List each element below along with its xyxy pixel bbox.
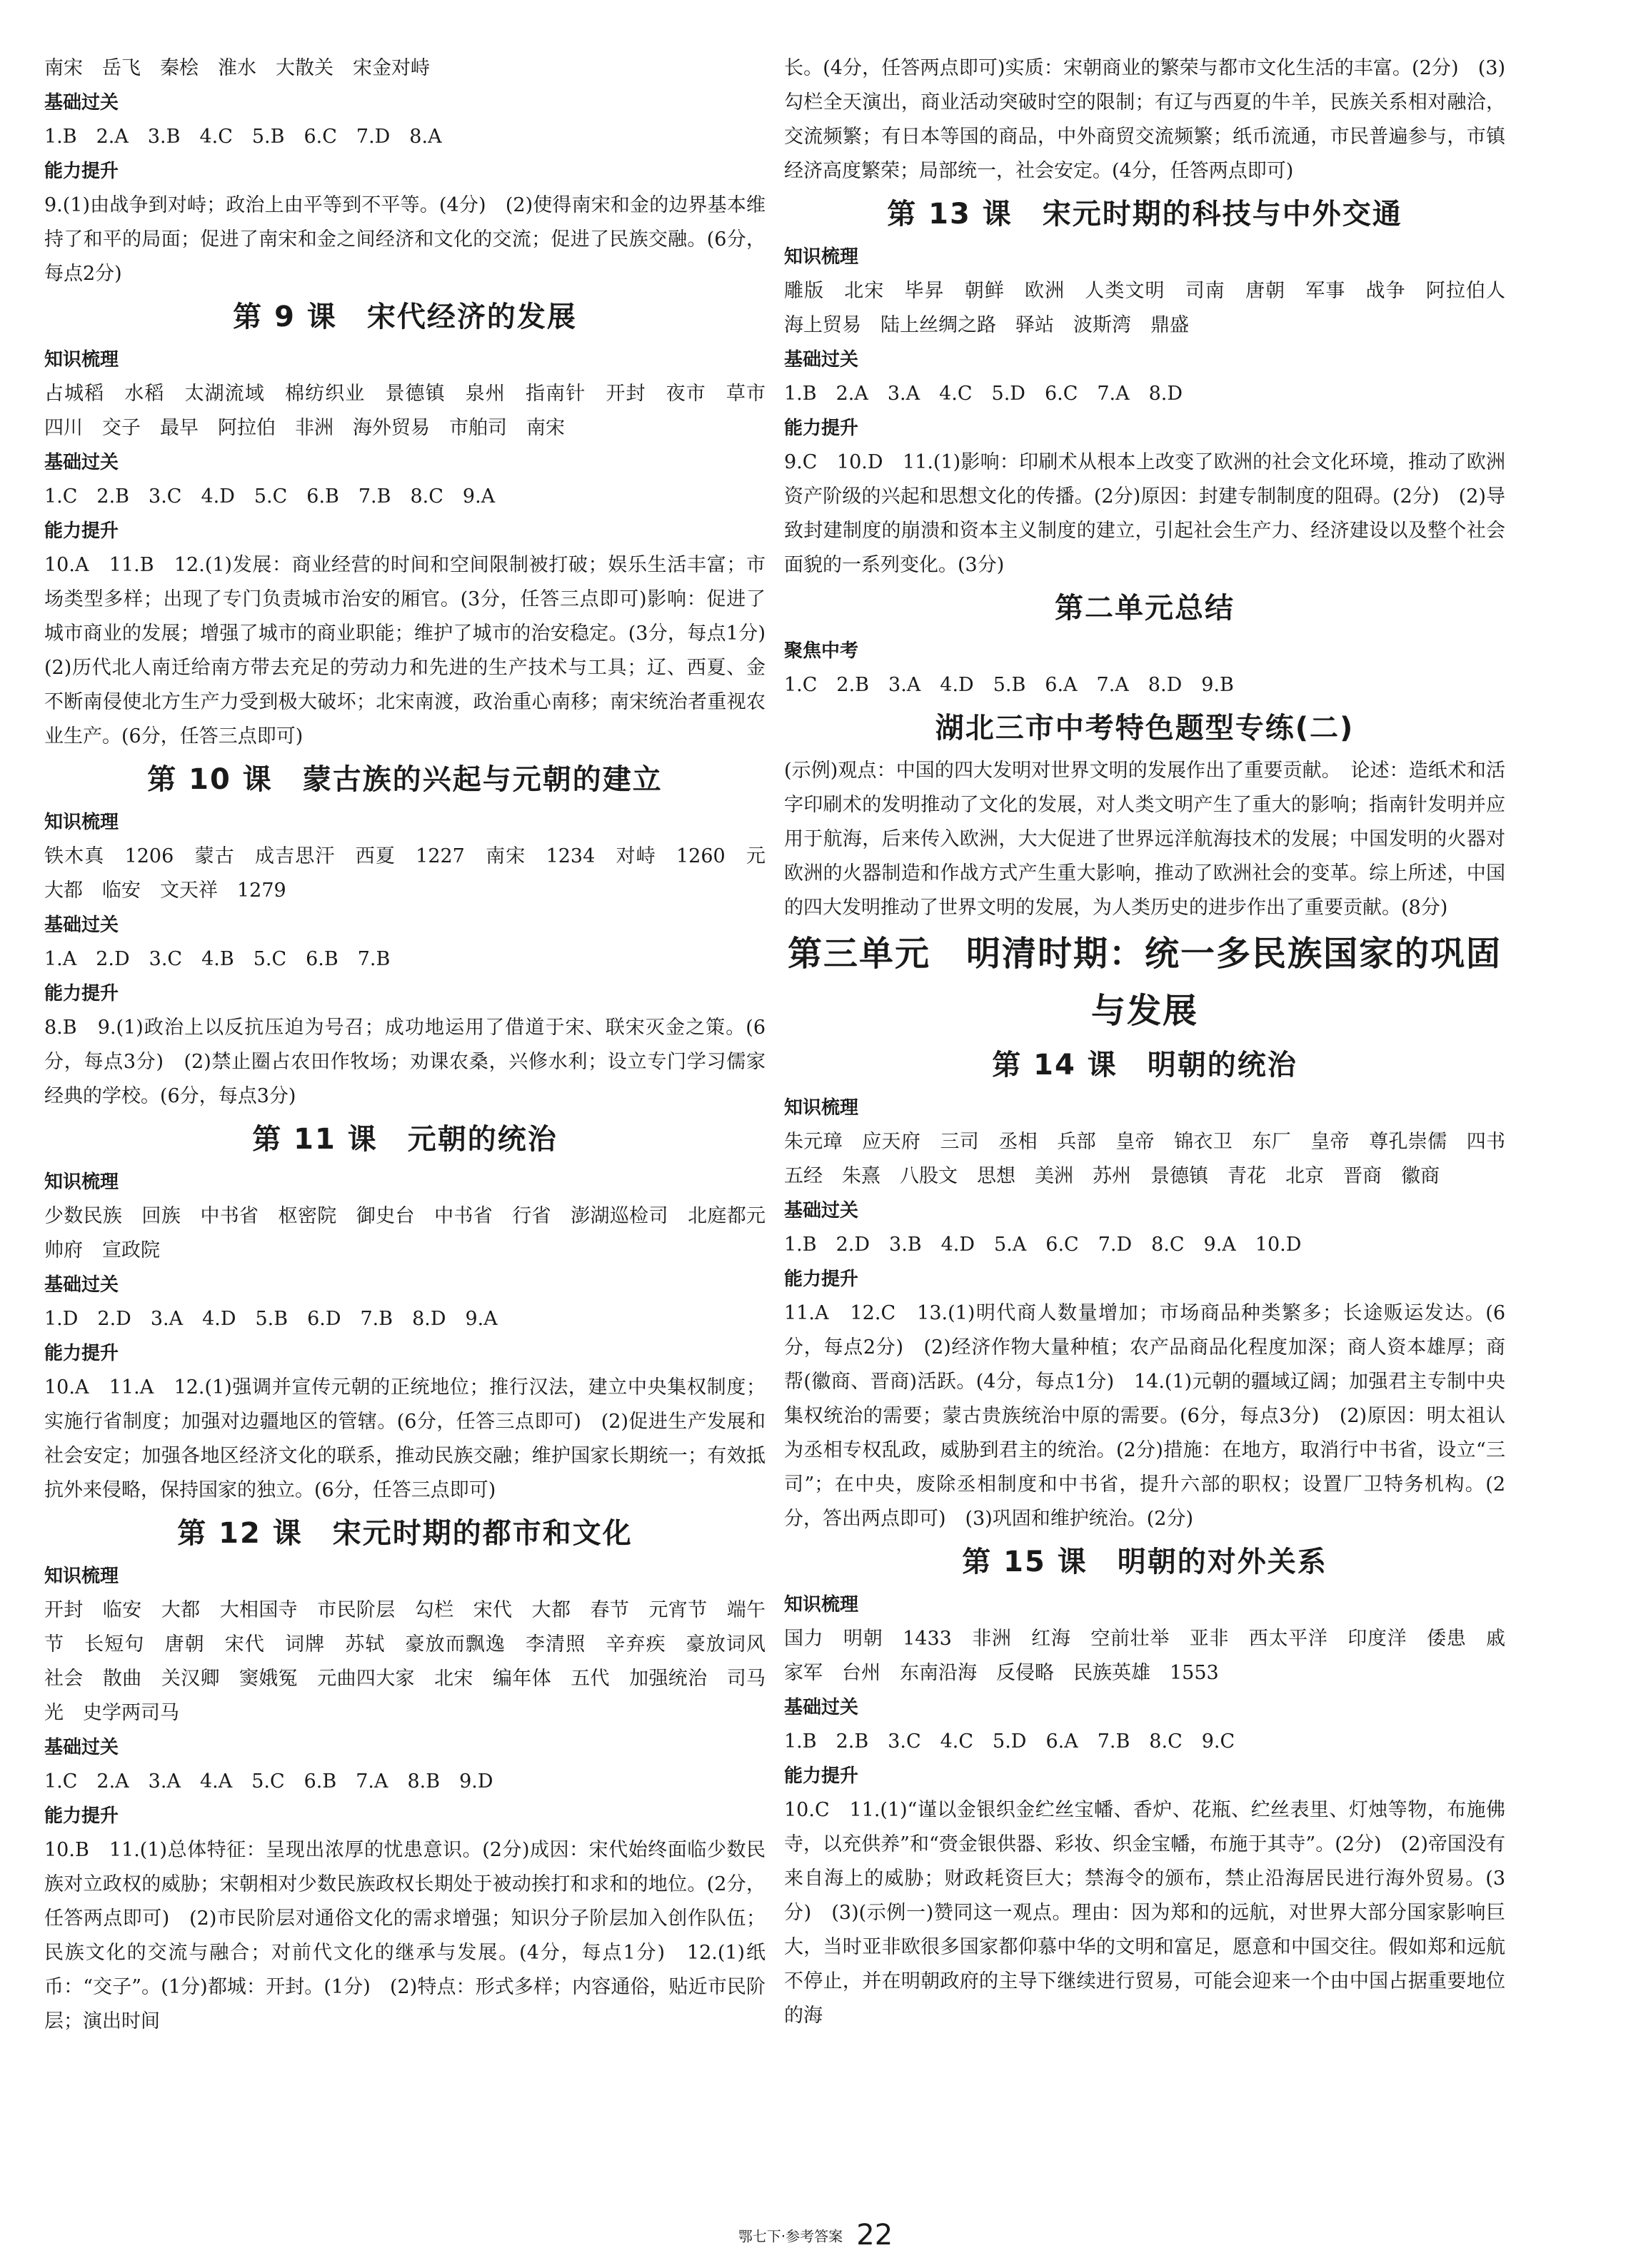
section-subheading: 基础过关 (784, 1200, 859, 1221)
answer-paragraph: 长。(4分，任答两点即可)实质：宋朝商业的繁荣与都市文化生活的丰富。(2分) (3)勾栏全天演出，商业活动突破时空的限制；有辽与西夏的牛羊，民族关系相对融洽，交流频繁；有日本等国的商品，中外商贸交流频繁；纸币流通，市民普遍参与，市镇经济高度繁荣；局部统一，社会安定。(4分，任答两点即可) (784, 57, 1505, 182)
lesson-title: 第 12 课 宋元时期的都市和文化 (177, 1517, 633, 1550)
answer-paragraph: 1.D 2.D 3.A 4.D 5.B 6.D 7.B 8.D 9.A (44, 1308, 498, 1330)
answer-paragraph: 1.B 2.A 3.A 4.C 5.D 6.C 7.A 8.D (784, 383, 1183, 405)
section-subheading: 知识梳理 (44, 1171, 119, 1193)
answer-paragraph: 南宋 岳飞 秦桧 淮水 大散关 宋金对峙 (44, 57, 430, 79)
left-column (44, 51, 785, 2039)
answer-paragraph: 10.A 11.A 12.(1)强调并宣传元朝的正统地位；推行汉法，建立中央集权制度；实施行省制度；加强对边疆地区的管辖。(6分，任答三点即可) (2)促进生产发展和社会安定；加强各地区经济文化的联系，推动民族交融；维护国家长期统一；有效抵抗外来侵略，保持国家的独立。(6分，任答三点即可) (44, 1376, 766, 1501)
lesson-title: 第 15 课 明朝的对外关系 (962, 1546, 1328, 1578)
section-subheading: 知识梳理 (784, 1594, 859, 1616)
section-subheading: 能力提升 (44, 1343, 119, 1364)
section-subheading: 能力提升 (784, 1765, 859, 1787)
lesson-title: 第 10 课 蒙古族的兴起与元朝的建立 (147, 763, 663, 796)
answer-paragraph: 9.C 10.D 11.(1)影响：印刷术从根本上改变了欧洲的社会文化环境，推动了欧洲资产阶级的兴起和思想文化的传播。(2分)原因：封建专制制度的阻碍。(2分) (2)导致封建制度的崩溃和资本主义制度的建立，引起社会生产力、经济建设以及整个社会面貌的一系列变化。(3分) (784, 451, 1505, 576)
answer-paragraph: (示例)观点：中国的四大发明对世界文明的发展作出了重要贡献。 论述：造纸术和活字印刷术的发明推动了文化的发展，对人类文明产生了重大的影响；指南针发明并应用于航海，后来传入欧洲，大大促进了世界远洋航海技术的发展；中国发明的火器对欧洲的火器制造和作战方式产生重大影响，推动了欧洲社会的变革。综上所述，中国的四大发明推动了世界文明的发展，为人类历史的进步作出了重要贡献。(8分) (784, 760, 1505, 919)
section-subheading: 能力提升 (44, 983, 119, 1004)
answer-paragraph: 10.B 11.(1)总体特征：呈现出浓厚的忧患意识。(2分)成因：宋代始终面临少数民族对立政权的威胁；宋朝相对少数民族政权长期处于被动挨打和求和的地位。(2分，任答两点即可) (2)市民阶层对通俗文化的需求增强；知识分子阶层加入创作队伍；民族文化的交流与融合；对前代文化的继承与发展。(4分，每点1分) 12.(1)纸币：“交子”。(1分)都城：开封。(1分) (2)特点：形式多样；内容通俗，贴近市民阶层；演出时间 (44, 1839, 766, 2032)
lesson-title: 第 11 课 元朝的统治 (252, 1123, 558, 1156)
answer-paragraph: 10.A 11.B 12.(1)发展：商业经营的时间和空间限制被打破；娱乐生活丰富；市场类型多样；出现了专门负责城市治安的厢官。(3分，任答三点即可)影响：促进了城市商业的发展；增强了城市的商业职能；维护了城市的治安稳定。(3分，每点1分) (2)历代北人南迁给南方带去充足的劳动力和先进的生产技术与工具；辽、西夏、金不断南侵使北方生产力受到极大破坏；北宋南渡，政治重心南移；南宋统治者重视农业生产。(6分，任答三点即可) (44, 554, 785, 747)
unit-title: 第三单元 明清时期：统一多民族国家的巩固与发展 (787, 934, 1502, 1031)
lesson-title: 第 9 课 宋代经济的发展 (233, 301, 577, 333)
section-subheading: 知识梳理 (44, 349, 119, 371)
section-subheading: 基础过关 (784, 1697, 859, 1718)
section-subheading: 能力提升 (44, 1805, 119, 1827)
section-subheading: 能力提升 (784, 418, 859, 439)
section-subheading: 基础过关 (44, 914, 119, 936)
answer-paragraph: 10.C 11.(1)“谨以金银织金纻丝宝幡、香炉、花瓶、纻丝表里、灯烛等物，布施佛寺，以充供养”和“赍金银供器、彩妆、织金宝幡，布施于其寺”。(2分) (2)帝国没有来自海上的威胁；财政耗资巨大；禁海令的颁布，禁止沿海居民进行海外贸易。(3分) (3)(示例一)赞同这一观点。理由：因为郑和的远航，对世界大部分国家影响巨大，当时亚非欧很多国家都仰慕中华的文明和富足，愿意和中国交往。假如郑和远航不停止，并在明朝政府的主导下继续进行贸易，可能会迎来一个由中国占据重要地位的海 (784, 1799, 1505, 2027)
answer-paragraph: 1.C 2.B 3.A 4.D 5.B 6.A 7.A 8.D 9.B (784, 674, 1234, 696)
answer-paragraph: 1.B 2.D 3.B 4.D 5.A 6.C 7.D 8.C 9.A 10.D (784, 1234, 1302, 1256)
lesson-title: 第二单元总结 (1055, 592, 1235, 625)
answer-paragraph: 9.(1)由战争到对峙；政治上由平等到不平等。(4分) (2)使得南宋和金的边界基本维持了和平的局面；促进了南宋和金之间经济和文化的交流；促进了民族交融。(6分，每点2分) (44, 194, 766, 285)
section-subheading: 基础过关 (44, 92, 119, 114)
lesson-title: 第 14 课 明朝的统治 (992, 1049, 1298, 1082)
answer-paragraph: 1.A 2.D 3.C 4.B 5.C 6.B 7.B (44, 948, 391, 970)
section-subheading: 基础过关 (44, 452, 119, 473)
answer-paragraph: 铁木真 1206 蒙古 成吉思汗 西夏 1227 南宋 1234 对峙 1260 元 大都 临安 文天祥 1279 (44, 845, 785, 902)
answer-paragraph: 雕版 北宋 毕昇 朝鲜 欧洲 人类文明 司南 唐朝 军事 战争 阿拉伯人 海上贸易 陆上丝绸之路 驿站 波斯湾 鼎盛 (784, 280, 1525, 336)
section-subheading: 知识梳理 (44, 812, 119, 833)
answer-paragraph: 8.B 9.(1)政治上以反抗压迫为号召；成功地运用了借道于宋、联宋灭金之策。(6分，每点3分) (2)禁止圈占农田作牧场；劝课农桑，兴修水利；设立专门学习儒家经典的学校。(6分，每点3分) (44, 1017, 766, 1107)
answer-paragraph: 1.C 2.A 3.A 4.A 5.C 6.B 7.A 8.B 9.D (44, 1770, 493, 1793)
section-subheading: 能力提升 (44, 520, 119, 542)
answer-paragraph: 占城稻 水稻 太湖流域 棉纺织业 景德镇 泉州 指南针 开封 夜市 草市 四川 交子 最早 阿拉伯 非洲 海外贸易 市舶司 南宋 (44, 383, 785, 439)
section-subheading: 基础过关 (44, 1274, 119, 1296)
section-subheading: 聚焦中考 (784, 640, 859, 662)
answer-paragraph: 11.A 12.C 13.(1)明代商人数量增加；市场商品种类繁多；长途贩运发达。(6分，每点2分) (2)经济作物大量种植；农产品商品化程度加深；商人资本雄厚；商帮(徽商、晋商)活跃。(4分，每点1分) 14.(1)元朝的疆域辽阔；加强君主专制中央集权统治的需要；蒙古贵族统治中原的需要。(6分，每点3分) (2)原因：明太祖认为丞相专权乱政，威胁到君主的统治。(2分)措施：在地方，取消行中书省，设立“三司”；在中央，废除丞相制度和中书省，提升六部的职权；设置厂卫特务机构。(2分，答出两点即可) (3)巩固和维护统治。(2分) (784, 1302, 1505, 1530)
page-number: 22 (856, 2219, 893, 2252)
answer-paragraph: 少数民族 回族 中书省 枢密院 御史台 中书省 行省 澎湖巡检司 北庭都元帅府 宣政院 (44, 1205, 766, 1261)
section-subheading: 能力提升 (784, 1269, 859, 1290)
section-subheading: 基础过关 (784, 349, 859, 371)
right-column (784, 51, 1525, 2033)
answer-paragraph: 朱元璋 应天府 三司 丞相 兵部 皇帝 锦衣卫 东厂 皇帝 尊孔崇儒 四书 五经 朱熹 八股文 思想 美洲 苏州 景德镇 青花 北京 晋商 徽商 (784, 1131, 1525, 1187)
lesson-title: 湖北三市中考特色题型专练(二) (935, 712, 1355, 745)
lesson-title: 第 13 课 宋元时期的科技与中外交通 (887, 198, 1402, 231)
section-subheading: 能力提升 (44, 161, 119, 182)
answer-paragraph: 1.B 2.B 3.C 4.C 5.D 6.A 7.B 8.C 9.C (784, 1730, 1235, 1753)
answer-paragraph: 开封 临安 大都 大相国寺 市民阶层 勾栏 宋代 大都 春节 元宵节 端午节 长短句 唐朝 宋代 词牌 苏轼 豪放而飘逸 李清照 辛弃疾 豪放词风 社会 散曲 关汉卿 窦娥冤 元曲四大家 北宋 编年体 五代 加强统治 司马光 史学两司马 (44, 1599, 785, 1724)
page-footer (0, 2219, 1631, 2252)
section-subheading: 知识梳理 (44, 1566, 119, 1587)
section-subheading: 知识梳理 (784, 246, 859, 268)
answer-paragraph: 1.C 2.B 3.C 4.D 5.C 6.B 7.B 8.C 9.A (44, 485, 496, 508)
answer-paragraph: 国力 明朝 1433 非洲 红海 空前壮举 亚非 西太平洋 印度洋 倭患 戚家军 台州 东南沿海 反侵略 民族英雄 1553 (784, 1628, 1505, 1684)
section-subheading: 基础过关 (44, 1737, 119, 1758)
answer-paragraph: 1.B 2.A 3.B 4.C 5.B 6.C 7.D 8.A (44, 126, 442, 148)
section-subheading: 知识梳理 (784, 1097, 859, 1119)
footer-book-label: 鄂七下·参考答案 (738, 2227, 843, 2245)
